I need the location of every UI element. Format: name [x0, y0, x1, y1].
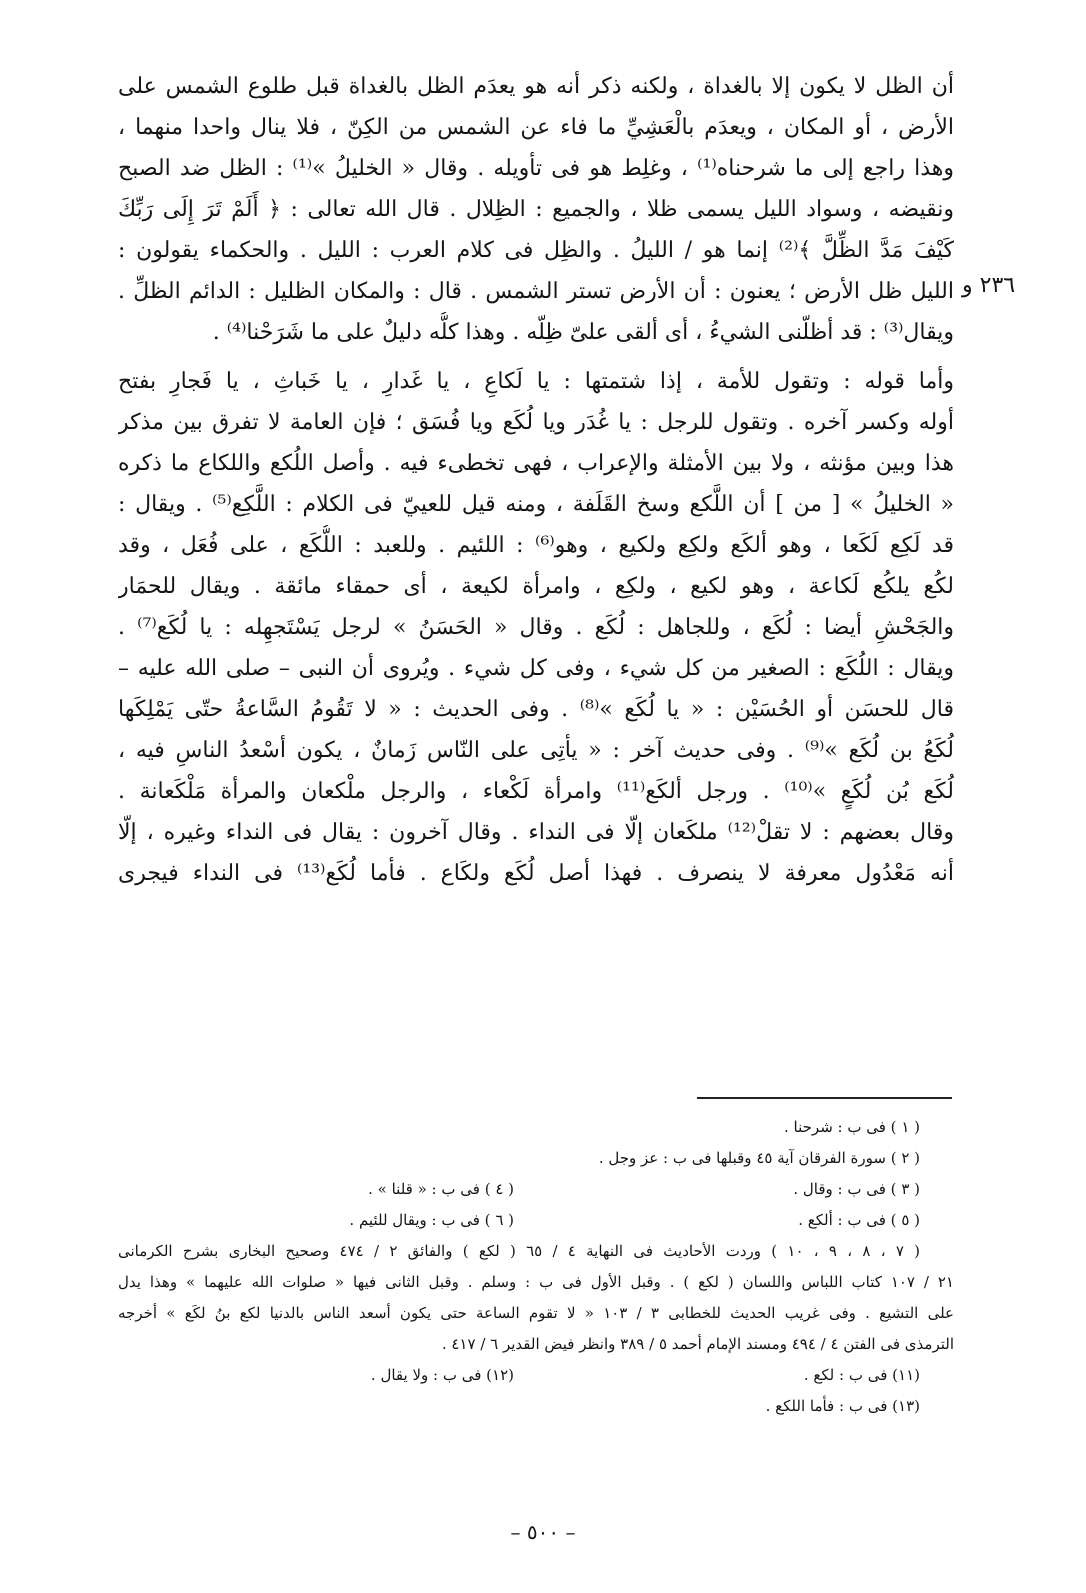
paragraph-2 — [118, 361, 954, 894]
text-line: والجَحْشِ أيضا : لُكَع ، وللجاهل : لُكَع . وقال « الحَسَنُ » لرجل يَسْتَجهِله : يا لُكَع⁽⁷⁾ . — [118, 615, 954, 640]
footnote-2: ( ٢ ) سورة الفرقان آية ٤٥ وقبلها فى ب : عز وجل . — [598, 1149, 920, 1167]
footnote-row — [118, 1391, 954, 1422]
margin-folio-note: ٢٣٦ و — [962, 273, 1016, 298]
text-line: أن الظل لا يكون إلا بالغداة ، ولكنه ذكر أنه هو يعدَم الظل بالغداة قبل طلوع الشمس على — [118, 74, 954, 99]
text-line: لُكَعُ بن لُكَع »⁽⁹⁾ . وفى حديث آخر : « يأتِى على النّاس زَمانٌ ، يكون أسْعدُ الناسِ فيه ، — [118, 738, 954, 763]
footnote-13: (١٣) فى ب : فأما اللكع . — [765, 1397, 920, 1415]
text-line: كَيْفَ مَدَّ الظِّلَّ ﴾⁽²⁾ إنما هو / الليلُ . والظِل فى كلام العرب : الليل . والحكماء يقولون : — [118, 238, 954, 263]
page-number: – ٥٠٠ – — [510, 1520, 576, 1544]
footnote-7-10-line: على التشيع . وفى غريب الحديث للخطابى ٣ / ١٠٣ « لا تقوم الساعة حتى يكون أسعد الناس بالدنيا لكع بنُ لكَع » أخرجه — [118, 1304, 954, 1322]
footnote-row — [118, 1174, 954, 1205]
text-line: لكُع يلكُع لَكاعة ، وهو لكيع ، ولكِع ، وامرأة لكيعة ، أى حمقاء مائقة . ويقال للحمَار — [118, 574, 954, 599]
footnote-row — [118, 1360, 954, 1391]
footnotes — [118, 1112, 954, 1422]
footnote-row — [118, 1112, 954, 1143]
text-line: أوله وكسر آخره . وتقول للرجل : يا غُدَر ويا لُكَع ويا فُسَق ؛ فإن العامة لا تفرق بين مذكر — [118, 410, 954, 435]
text-line: الأرض ، أو المكان ، ويعدَم بالْعَشِيِّ ما فاء عن الشمس من الكِنّ ، فلا ينال واحدا منهما ، — [118, 115, 954, 140]
text-line: « الخليلُ » [ من ] أن اللَّكع وسخ القَلَفة ، ومنه قيل للعييّ فى الكلام : اللَّكِع⁽⁵⁾ . ويقال : — [118, 492, 954, 517]
text-line: أنه مَعْدُول معرفة لا ينصرف . فهذا أصل لُكَع ولكَاع . فأما لُكَع⁽¹³⁾ فى النداء فيجرى — [118, 861, 954, 886]
footnote-7-10-line: ٢١ / ١٠٧ كتاب اللباس واللسان ( لكع ) . وقبل الأول فى ب : وسلم . وقبل الثانى فيها « صلوات الله عليهما » وهذا يدل — [118, 1273, 954, 1291]
footnote-7-10-line: ( ٧ ، ٨ ، ٩ ، ١٠ ) وردت الأحاديث فى النهاية ٤ / ٦٥ ( لكع ) والفائق ٢ / ٤٧٤ وصحيح البخارى بشرح الكرمانى — [118, 1242, 920, 1260]
paragraph-1 — [118, 66, 954, 353]
footnote-5: ( ٥ ) فى ب : ألكع . — [798, 1211, 920, 1229]
text-line: ونقيضه ، وسواد الليل يسمى ظلا ، والجميع : الظِلال . قال الله تعالى : ﴿ أَلَمْ تَرَ إِلَى رَبِّكَ — [118, 197, 954, 222]
footnote-4: ( ٤ ) فى ب : « قلنا » . — [368, 1180, 514, 1198]
footnote-7-10-line: الترمذى فى الفتن ٤ / ٤٩٤ ومسند الإمام أحمد ٥ / ٣٨٩ وانظر فيض القدير ٦ / ٤١٧ . — [441, 1335, 954, 1353]
footnote-row — [118, 1143, 954, 1174]
footnote-12: (١٢) فى ب : ولا يقال . — [370, 1366, 514, 1384]
footnote-11: (١١) فى ب : لكع . — [803, 1366, 920, 1384]
text-line: لُكَع بُن لُكَعٍ »⁽¹⁰⁾ . ورجل ألكَع⁽¹¹⁾ وامرأة لَكْعاء ، والرجل ملْكعان والمرأة مَلْكَعانة . — [118, 779, 954, 804]
footnote-1: ( ١ ) فى ب : شرحنا . — [784, 1118, 920, 1136]
text-line: وقال بعضهم : لا تقلْ⁽¹²⁾ ملكَعان إلّا فى النداء . وقال آخرون : يقال فى النداء وغيره ، إلّا — [118, 820, 954, 845]
footnote-6: ( ٦ ) فى ب : ويقال للئيم . — [349, 1211, 514, 1229]
footnote-separator — [697, 1097, 952, 1099]
footnote-row — [118, 1205, 954, 1236]
text-line: قال للحسَن أو الحُسَيْن : « يا لُكَع »⁽⁸⁾ . وفى الحديث : « لا تَقُومُ السَّاعةُ حتّى يَمْلِكَها — [118, 697, 954, 722]
text-line: ويقال⁽³⁾ : قد أظلّنى الشيءُ ، أى ألقى علىّ ظِلّه . وهذا كلُّه دليلٌ على ما شَرَحْنا⁽⁴⁾ . — [212, 320, 954, 345]
footnote-3: ( ٣ ) فى ب : وقال . — [793, 1180, 920, 1198]
text-line: قد لَكِع لَكَعا ، وهو ألكَع ولكِع ولكيع ، وهو⁽⁶⁾ : اللئيم . وللعبد : اللُّكَع ، على فُعَل ، وقد — [118, 533, 954, 558]
text-line: الليل ظل الأرض ؛ يعنون : أن الأرض تستر الشمس . قال : والمكان الظليل : الدائم الظلِّ . — [118, 279, 954, 304]
text-line: وأما قوله : وتقول للأمة ، إذا شتمتها : يا لَكاعِ ، يا غَدارِ ، يا خَباثِ ، يا فَجارِ بفتح — [118, 369, 954, 394]
text-line: ويقال : اللُكَع : الصغير من كل شيء ، وفى كل شيء . ويُروى أن النبى – صلى الله عليه – — [118, 656, 954, 681]
text-line: هذا وبين مؤنثه ، ولا بين الأمثلة والإعراب ، فهى تخطىء فيه . وأصل اللُكع واللكاع ما ذكره — [118, 451, 954, 476]
text-line: وهذا راجع إلى ما شرحناه⁽¹⁾ ، وغلِط هو فى تأويله . وقال « الخليلُ »⁽¹⁾ : الظل ضد الصبح — [118, 156, 954, 181]
